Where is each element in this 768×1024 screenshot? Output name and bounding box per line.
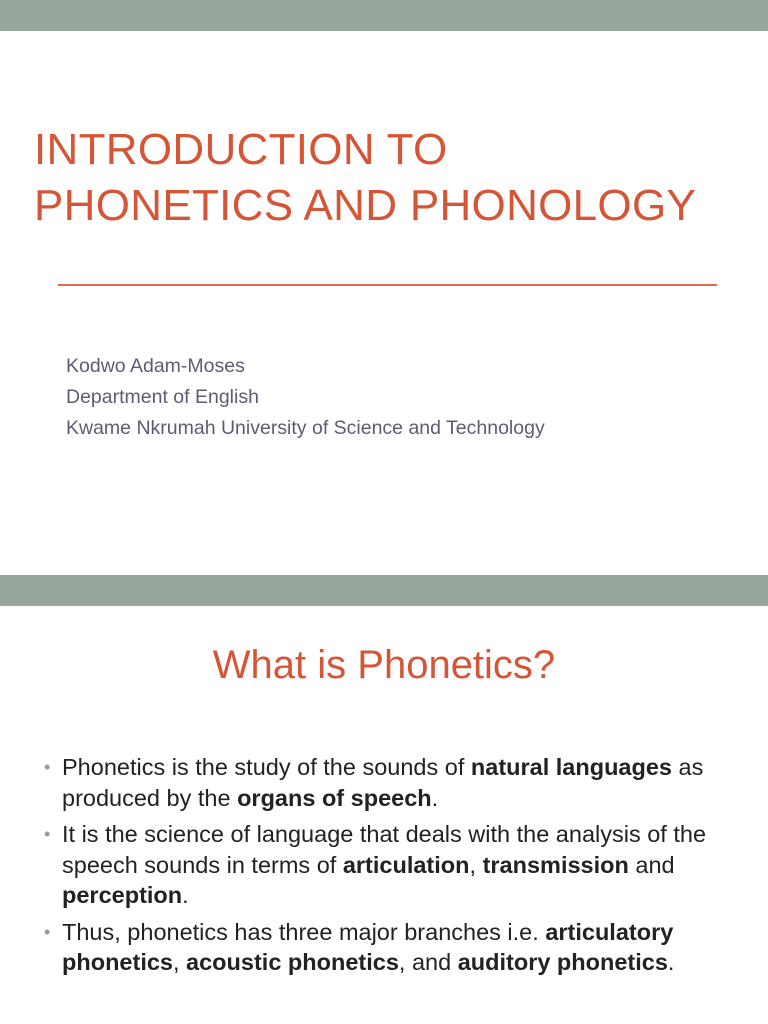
bullet-text: as produced by the bbox=[62, 754, 704, 811]
bullet-list bbox=[44, 752, 744, 984]
institution-name: Kwame Nkrumah University of Science and Technology bbox=[66, 417, 545, 439]
slide1-title-line2: PHONETICS AND PHONOLOGY bbox=[34, 181, 697, 230]
bullet-dot-icon: • bbox=[44, 757, 51, 777]
title-divider bbox=[58, 284, 717, 286]
bullet-dot-icon: • bbox=[44, 921, 51, 942]
bullet-text: . bbox=[431, 784, 439, 811]
bullet-item bbox=[44, 819, 744, 911]
bullet-bold-text: articulation bbox=[342, 851, 470, 878]
bullet-dot-icon: • bbox=[44, 824, 51, 844]
bullet-text: Phonetics is the study of the sounds of bbox=[62, 754, 471, 780]
bullet-text: , and bbox=[398, 949, 458, 975]
bullet-text: . bbox=[667, 949, 675, 975]
bullet-bold-text: acoustic phonetics bbox=[186, 949, 399, 975]
author-name: Kodwo Adam-Moses bbox=[66, 355, 245, 377]
bullet-bold-text: auditory phonetics bbox=[457, 949, 668, 975]
department-name: Department of English bbox=[66, 386, 259, 408]
slide1-top-bar bbox=[0, 0, 768, 31]
bullet-text: , bbox=[172, 949, 187, 975]
bullet-bold-text: perception bbox=[62, 882, 183, 908]
bullet-text: It is the science of language that deals with the analysis of the speech sounds in terms of bbox=[62, 821, 707, 878]
slide2-top-bar bbox=[0, 575, 768, 606]
slide1-title bbox=[34, 122, 754, 234]
bullet-bold-text: natural languages bbox=[470, 754, 672, 780]
bullet-bold-text: articulatory phonetics bbox=[62, 918, 674, 975]
bullet-text: and bbox=[628, 851, 675, 878]
bullet-text: Thus, phonetics has three major branches i.e. bbox=[62, 918, 546, 945]
bullet-text: . bbox=[182, 882, 189, 908]
bullet-bold-text: organs of speech bbox=[237, 784, 432, 811]
slide2-title: What is Phonetics? bbox=[212, 643, 556, 687]
slide1-subtitle bbox=[66, 351, 545, 444]
bullet-item bbox=[44, 917, 744, 978]
bullet-item bbox=[44, 752, 744, 813]
slide1-title-line1: INTRODUCTION TO bbox=[34, 125, 448, 174]
bullet-bold-text: transmission bbox=[482, 851, 629, 878]
bullet-text: , bbox=[469, 851, 483, 878]
